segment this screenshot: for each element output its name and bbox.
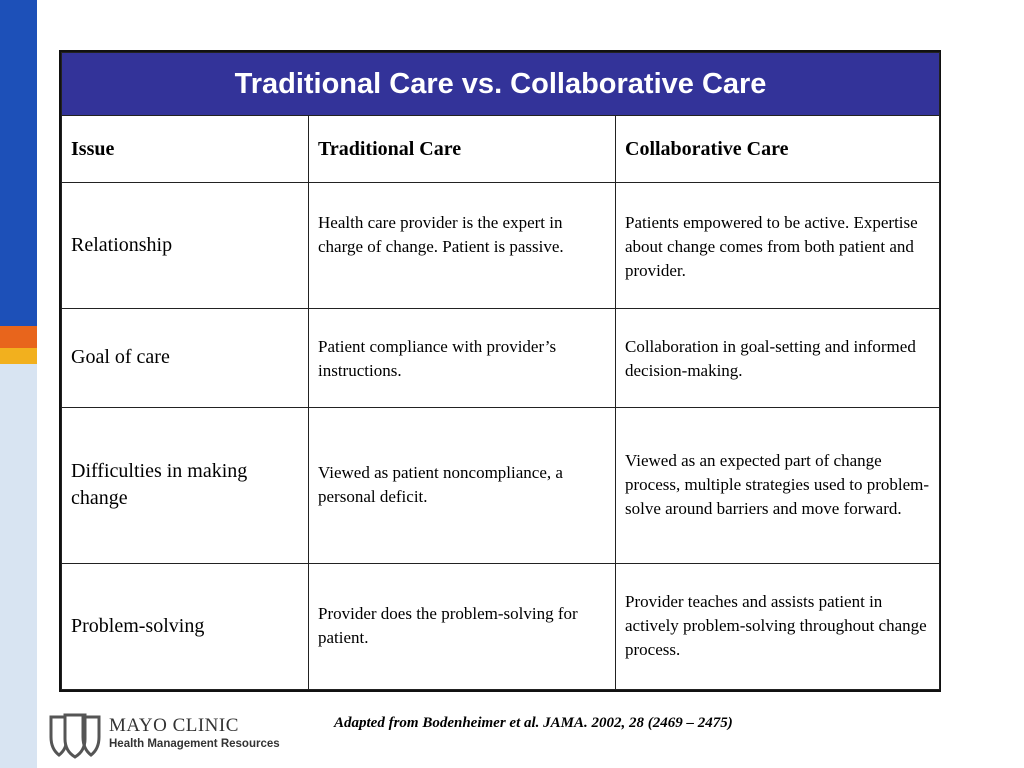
traditional-cell: Provider does the problem-solving for patient.: [309, 563, 616, 689]
column-header-traditional: Traditional Care: [309, 116, 616, 183]
issue-cell: Problem-solving: [62, 563, 309, 689]
traditional-cell: Viewed as patient noncompliance, a personal deficit.: [309, 407, 616, 563]
issue-cell: Goal of care: [62, 309, 309, 407]
table-row: [62, 183, 940, 309]
issue-cell: Relationship: [62, 183, 309, 309]
table-row: [62, 563, 940, 689]
traditional-cell: Patient compliance with provider’s instructions.: [309, 309, 616, 407]
decorative-stripe-gold: [0, 348, 37, 364]
comparison-table: [59, 50, 941, 692]
citation: Adapted from Bodenheimer et al. JAMA. 2002, 28 (2469 – 2475): [334, 715, 733, 731]
collaborative-cell: Provider teaches and assists patient in actively problem-solving throughout change process.: [616, 563, 940, 689]
logo-subtitle: Health Management Resources: [109, 738, 280, 750]
collaborative-cell: Collaboration in goal-setting and informed decision-making.: [616, 309, 940, 407]
collaborative-cell: Viewed as an expected part of change process, multiple strategies used to problem-solve around barriers and move forward.: [616, 407, 940, 563]
decorative-stripe-pale: [0, 364, 37, 768]
column-header-collaborative: Collaborative Care: [616, 116, 940, 183]
slide-title: Traditional Care vs. Collaborative Care: [62, 53, 940, 116]
table-row: [62, 407, 940, 563]
issue-cell: Difficulties in making change: [62, 407, 309, 563]
mayo-clinic-logo: [47, 713, 307, 761]
traditional-cell: Health care provider is the expert in charge of change. Patient is passive.: [309, 183, 616, 309]
column-header-issue: Issue: [62, 116, 309, 183]
table-row: [62, 309, 940, 407]
decorative-stripe-orange: [0, 326, 37, 348]
table-header-row: [62, 116, 940, 183]
collaborative-cell: Patients empowered to be active. Expertise about change comes from both patient and provider.: [616, 183, 940, 309]
mayo-shields-icon: [47, 713, 103, 759]
logo-name: MAYO CLINIC: [109, 715, 239, 736]
decorative-stripe-blue: [0, 0, 37, 326]
